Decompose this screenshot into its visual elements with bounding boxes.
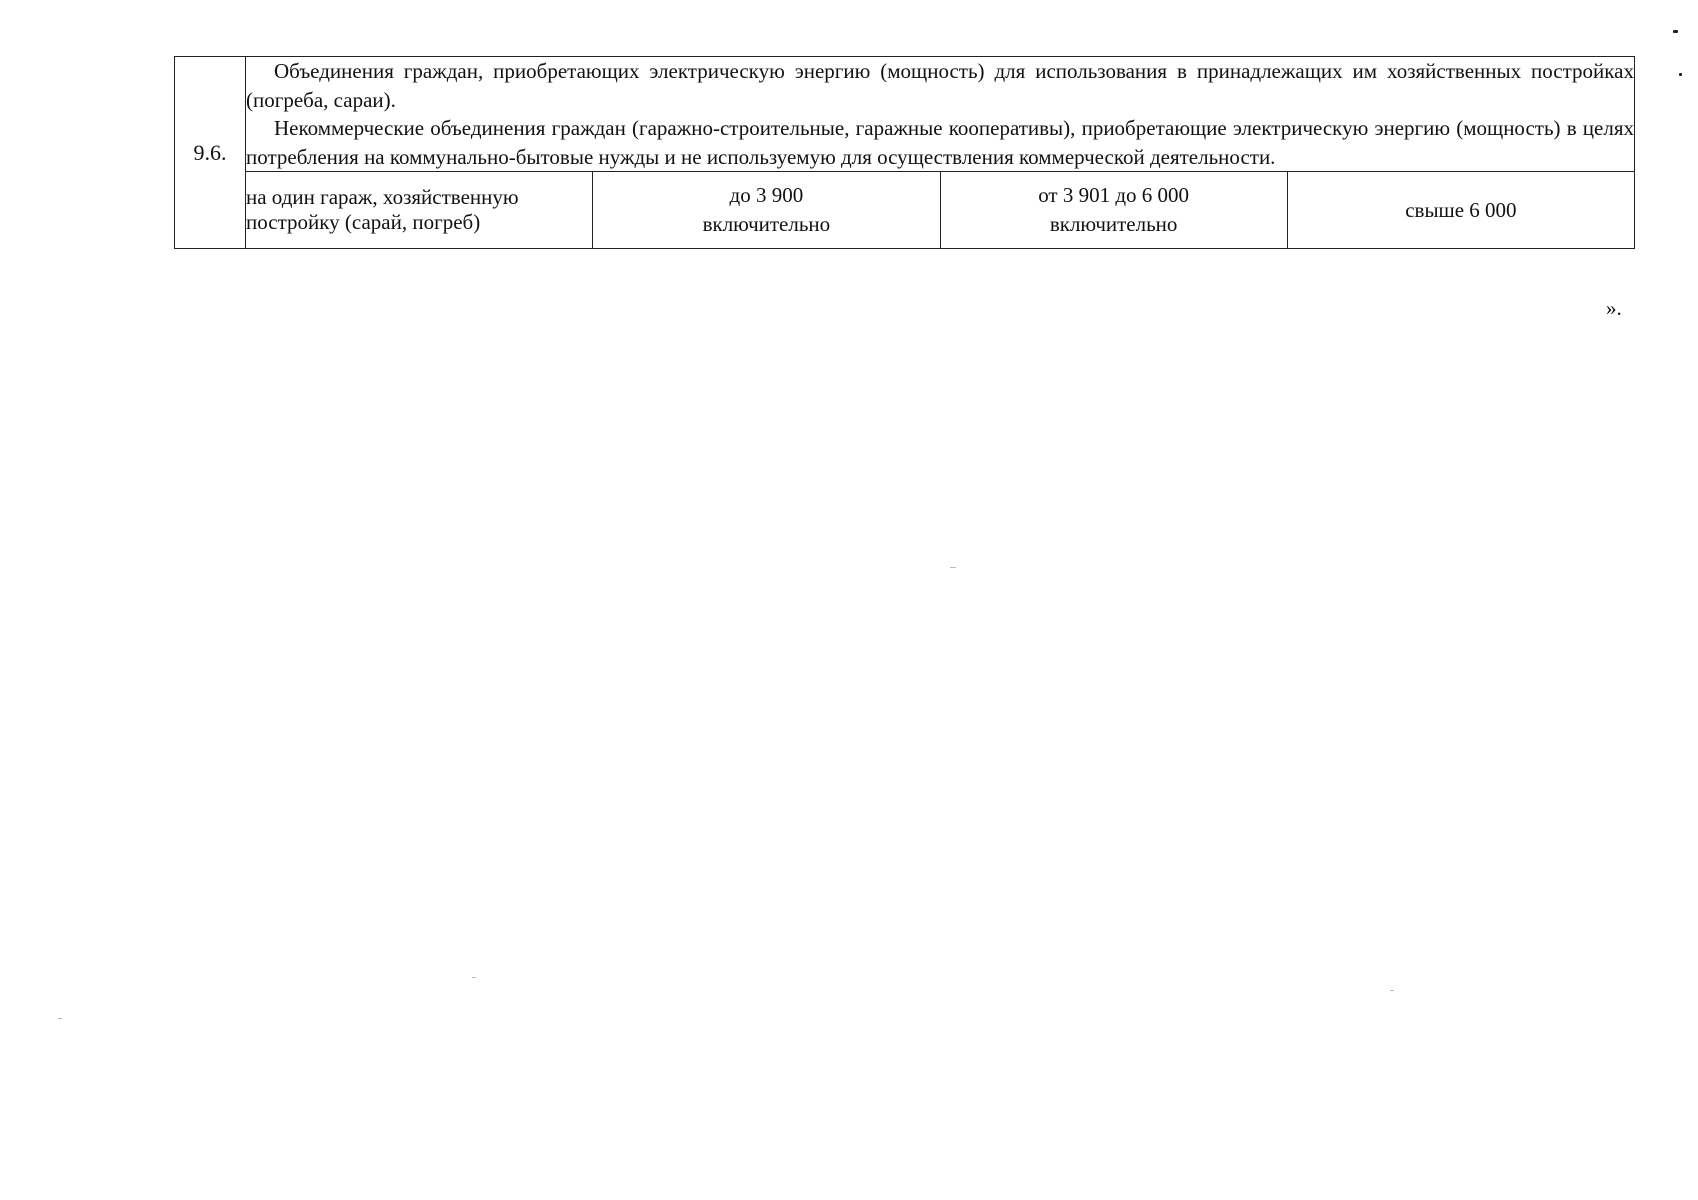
range-cell-1 xyxy=(593,172,940,249)
closing-quote-mark: ». xyxy=(1606,296,1622,320)
description-paragraph-2: Некоммерческие объединения граждан (гаражно-строительные, гаражные кооперативы), приобретающие электрическую энергию (мощность) в целях потребления на коммунально-бытовые нужды и не используемую для осуществления коммерческой деятельности. xyxy=(246,116,1634,169)
scan-artifact xyxy=(950,567,956,568)
row-number: 9.6. xyxy=(175,57,246,249)
range-1-line-2: включительно xyxy=(702,212,831,236)
unit-label-cell: на один гараж, хозяйственную постройку (сарай, погреб) xyxy=(246,172,593,249)
scan-artifact xyxy=(472,977,476,978)
range-1-line-1: до 3 900 xyxy=(729,183,804,207)
range-cell-3 xyxy=(1287,172,1634,249)
table-row xyxy=(175,57,1635,172)
scan-speck xyxy=(1679,73,1682,76)
range-3-line-1: свыше 6 000 xyxy=(1405,197,1517,222)
scan-artifact xyxy=(58,1018,62,1019)
row-description xyxy=(246,57,1635,172)
scan-artifact xyxy=(1390,990,1394,991)
table-row xyxy=(175,172,1635,249)
range-cell-2 xyxy=(940,172,1287,249)
tariff-table xyxy=(174,56,1635,249)
scan-speck xyxy=(1673,30,1678,33)
range-2-line-2: включительно xyxy=(1049,212,1178,236)
description-paragraph-1: Объединения граждан, приобретающих электрическую энергию (мощность) для использования в принадлежащих им хозяйственных постройках (погреба, сараи). xyxy=(246,59,1634,112)
range-2-line-1: от 3 901 до 6 000 xyxy=(1038,183,1190,207)
